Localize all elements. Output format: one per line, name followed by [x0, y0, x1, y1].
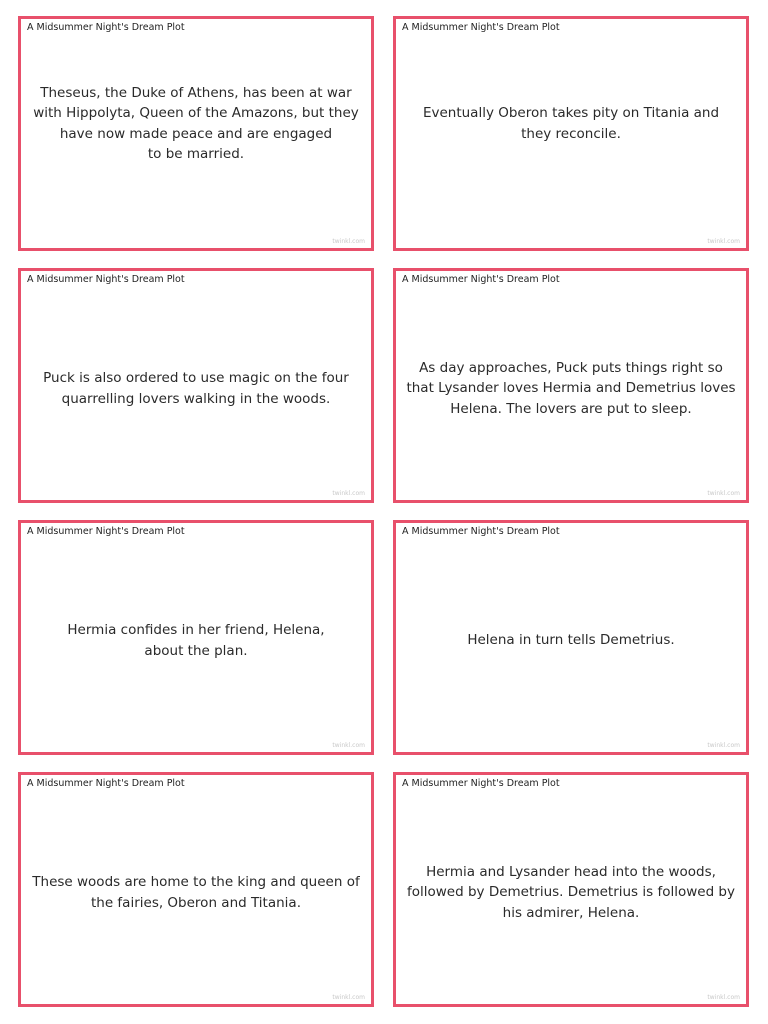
- card-header: A Midsummer Night's Dream Plot: [27, 274, 185, 285]
- plot-card: [393, 268, 749, 503]
- card-watermark: twinkl.com: [707, 490, 740, 497]
- card-watermark: twinkl.com: [707, 994, 740, 1001]
- plot-card: [18, 520, 374, 755]
- plot-card: [393, 772, 749, 1007]
- plot-card: [18, 772, 374, 1007]
- card-header: A Midsummer Night's Dream Plot: [402, 22, 560, 33]
- card-watermark: twinkl.com: [707, 742, 740, 749]
- card-watermark: twinkl.com: [332, 490, 365, 497]
- plot-card: [393, 520, 749, 755]
- card-text: Eventually Oberon takes pity on Titania and they reconcile.: [422, 105, 720, 142]
- card-header: A Midsummer Night's Dream Plot: [402, 526, 560, 537]
- card-text: Helena in turn tells Demetrius.: [467, 632, 675, 649]
- card-header: A Midsummer Night's Dream Plot: [27, 526, 185, 537]
- card-header: A Midsummer Night's Dream Plot: [27, 22, 185, 33]
- card-text: Hermia confides in her friend, Helena, about the plan.: [67, 622, 325, 659]
- card-watermark: twinkl.com: [332, 742, 365, 749]
- card-header: A Midsummer Night's Dream Plot: [402, 778, 560, 789]
- card-text: Puck is also ordered to use magic on the four quarrelling lovers walking in the woods.: [43, 370, 349, 407]
- card-text: Theseus, the Duke of Athens, has been at war with Hippolyta, Queen of the Amazons, but they have now made peace and are engaged to be married.: [33, 84, 359, 162]
- card-watermark: twinkl.com: [707, 238, 740, 245]
- card-header: A Midsummer Night's Dream Plot: [402, 274, 560, 285]
- card-watermark: twinkl.com: [332, 994, 365, 1001]
- plot-card: [18, 268, 374, 503]
- card-text: These woods are home to the king and queen of the fairies, Oberon and Titania.: [32, 874, 360, 911]
- card-header: A Midsummer Night's Dream Plot: [27, 778, 185, 789]
- card-text: As day approaches, Puck puts things right so that Lysander loves Hermia and Demetrius loves Helena. The lovers are put to sleep.: [406, 359, 736, 417]
- plot-card: [18, 16, 374, 251]
- card-text: Hermia and Lysander head into the woods, followed by Demetrius. Demetrius is followed by his admirer, Helena.: [406, 863, 735, 921]
- card-watermark: twinkl.com: [332, 238, 365, 245]
- plot-card: [393, 16, 749, 251]
